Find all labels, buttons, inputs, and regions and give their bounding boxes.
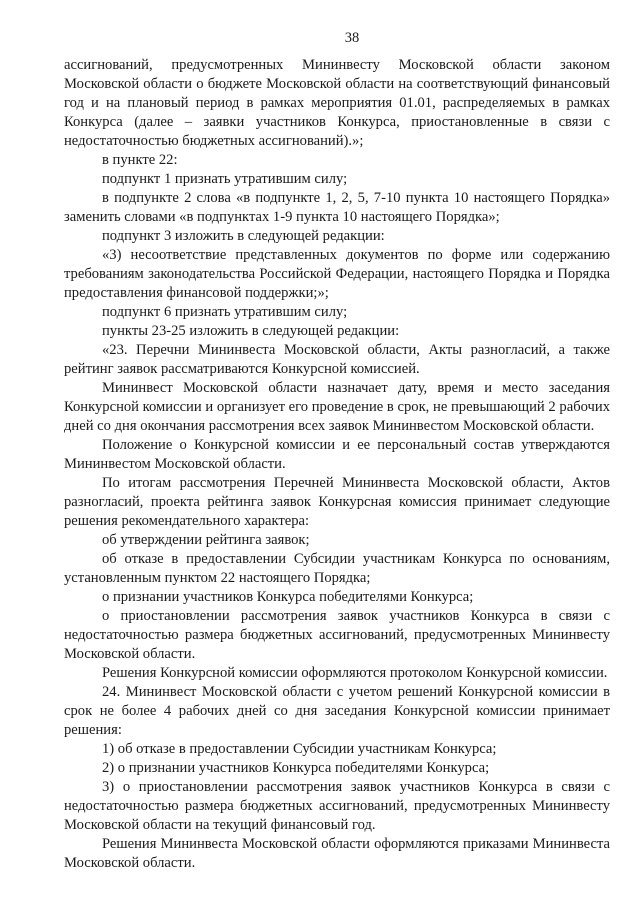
paragraph: в подпункте 2 слова «в подпункте 1, 2, 5, 7-10 пункта 10 настоящего Порядка» заменить словами «в подпунктах 1-9 пункта 10 настоящего Порядка»; — [64, 190, 610, 225]
paragraph: Решения Конкурсной комиссии оформляются протоколом Конкурсной комиссии. — [102, 665, 608, 681]
paragraph: Мининвест Московской области назначает дату, время и место заседания Конкурсной комиссии и организует его проведение в срок, не превышающий 2 рабочих дней со дня окончания рассмотрения всех заявок Мининвестом Московской области. — [64, 380, 610, 434]
paragraph: «3) несоответствие представленных документов по форме или содержанию требованиям законодательства Российской Федерации, настоящего Порядка и Порядка предоставления финансовой поддержки;»; — [64, 247, 610, 301]
paragraph: об утверждении рейтинга заявок; — [102, 532, 310, 548]
paragraph: в пункте 22: — [102, 152, 178, 168]
paragraph: По итогам рассмотрения Перечней Мининвеста Московской области, Актов разногласий, проекта рейтинга заявок Конкурсная комиссия принимает следующие решения рекомендательного характера: — [64, 475, 610, 529]
paragraph: 24. Мининвест Московской области с учетом решений Конкурсной комиссии в срок не более 4 рабочих дней со дня заседания Конкурсной комиссии принимает решения: — [64, 684, 610, 738]
paragraph: пункты 23-25 изложить в следующей редакции: — [102, 323, 400, 339]
paragraph: Решения Мининвеста Московской области оформляются приказами Мининвеста Московской области. — [64, 836, 610, 871]
paragraph: о признании участников Конкурса победителями Конкурса; — [102, 589, 474, 605]
paragraph: 2) о признании участников Конкурса победителями Конкурса; — [102, 760, 490, 776]
page-number: 38 — [344, 30, 360, 46]
paragraph: подпункт 1 признать утратившим силу; — [102, 171, 348, 187]
paragraph: об отказе в предоставлении Субсидии участникам Конкурса по основаниям, установленным пунктом 22 настоящего Порядка; — [64, 551, 610, 586]
paragraph: подпункт 3 изложить в следующей редакции: — [102, 228, 385, 244]
document-body — [64, 56, 610, 873]
paragraph: 1) об отказе в предоставлении Субсидии участникам Конкурса; — [102, 741, 497, 757]
paragraph: Положение о Конкурсной комиссии и ее персональный состав утверждаются Мининвестом Московской области. — [64, 437, 610, 472]
paragraph: 3) о приостановлении рассмотрения заявок участников Конкурса в связи с недостаточностью размера бюджетных ассигнований, предусмотренных Мининвесту Московской области на текущий финансовый год. — [64, 779, 610, 833]
paragraph: «23. Перечни Мининвеста Московской области, Акты разногласий, а также рейтинг заявок рассматриваются Конкурсной комиссией. — [64, 342, 610, 377]
paragraph: ассигнований, предусмотренных Мининвесту Московской области законом Московской области о бюджете Московской области на соответствующий финансовый год и на плановый период в рамках мероприятия 01.01, распределяемых в рамках Конкурса (далее – заявки участников Конкурса, приостановленные в связи с недостаточностью бюджетных ассигнований).»; — [64, 57, 610, 149]
paragraph: подпункт 6 признать утратившим силу; — [102, 304, 348, 320]
paragraph: о приостановлении рассмотрения заявок участников Конкурса в связи с недостаточностью размера бюджетных ассигнований, предусмотренных Мининвесту Московской области. — [64, 608, 610, 662]
